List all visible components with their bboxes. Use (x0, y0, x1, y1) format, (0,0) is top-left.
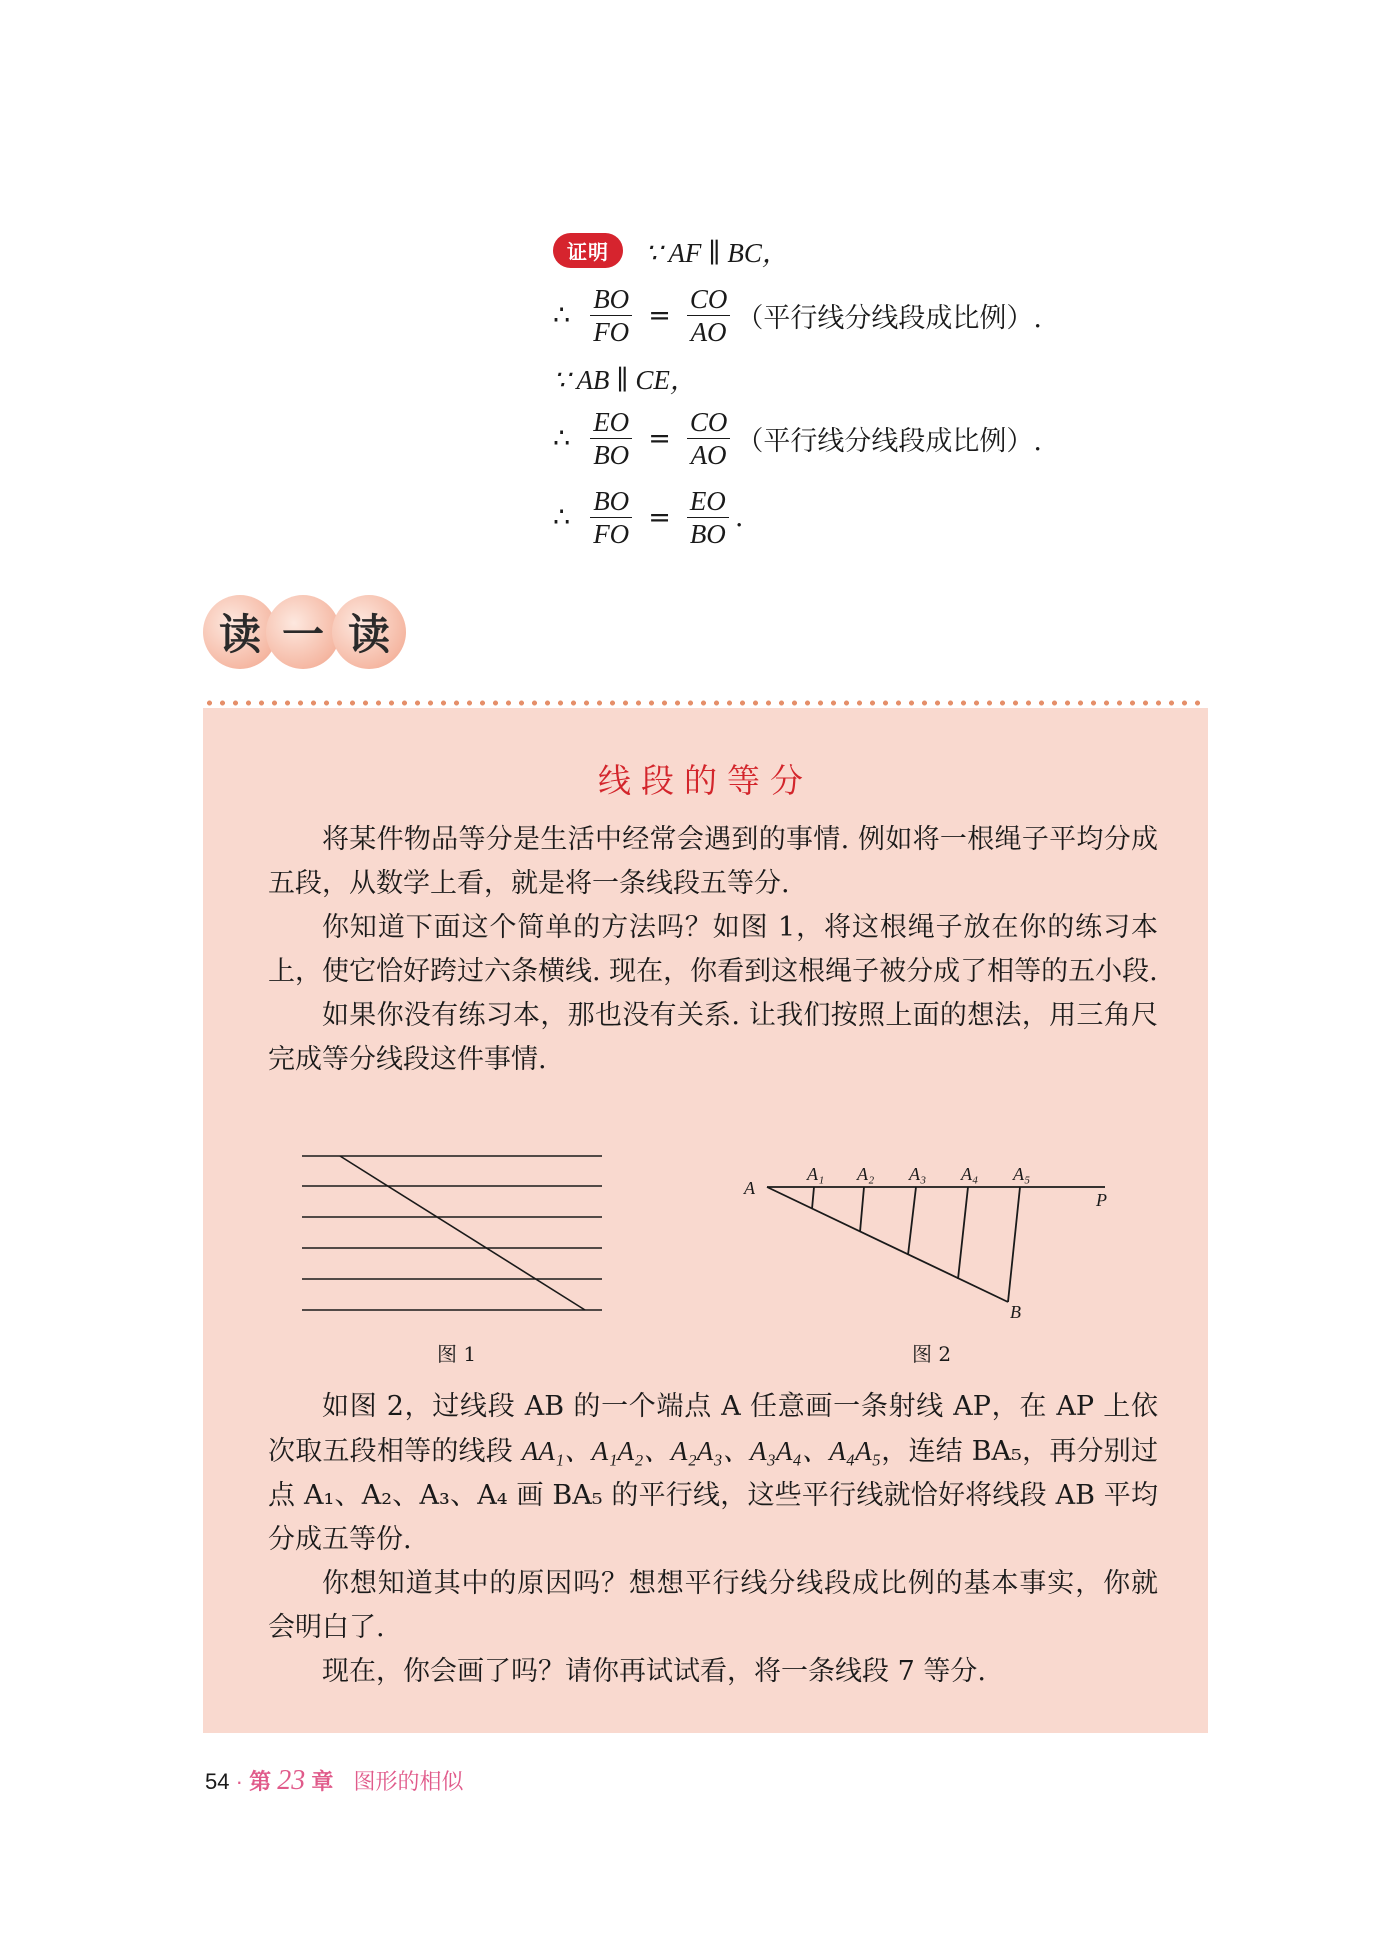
reading-title: 线段的等分 (598, 761, 813, 800)
equals-sign: = (648, 299, 671, 331)
denominator: AO (690, 439, 727, 470)
numerator: BO (590, 284, 632, 316)
chapter-number: 23 (277, 1765, 306, 1796)
fraction (687, 407, 731, 470)
proof-reason: （平行线分线段成比例）. (736, 302, 1042, 334)
equals-sign: = (648, 422, 671, 454)
label-A3: A₃ (909, 1164, 927, 1184)
figure-1 (300, 1150, 610, 1320)
segment-BA5 (1008, 1187, 1020, 1302)
proof-line-1 (553, 220, 789, 280)
denominator: BO (689, 518, 726, 549)
denominator: AO (690, 316, 727, 347)
label-P: P (1096, 1190, 1107, 1210)
proof-line-3 (553, 347, 697, 407)
numerator: EO (687, 486, 729, 518)
paragraph-1: 将某件物品等分是生活中经常会遇到的事情. 例如将一根绳子平均分成五段，从数学上看，就是将一条线段五等分. (268, 824, 1158, 899)
proof-given-2: ∵ AB ∥ CE， (553, 364, 697, 395)
denominator: FO (593, 316, 630, 347)
page-number: 54 (205, 1769, 230, 1794)
chapter-prefix: 第 (249, 1769, 272, 1794)
proof-reason: （平行线分线段成比例）. (736, 425, 1042, 457)
paragraph-5: 你想知道其中的原因吗？想想平行线分线段成比例的基本事实，你就会明白了. (268, 1568, 1158, 1643)
fraction (590, 407, 632, 470)
proof-badge: 证明 (553, 233, 623, 268)
parallel-line-A1 (812, 1187, 814, 1209)
paragraph-4-part-2: ，连结 BA₅，再分别过点 A₁、A₂、A₃、A₄ 画 BA₅ 的平行线，这些平行线就恰好将线段 AB 平均分成五等份. (268, 1436, 1158, 1555)
label-A5: A₅ (1013, 1164, 1031, 1184)
section-title-char-3: 读 (332, 595, 406, 669)
footer-dot: · (235, 1769, 243, 1794)
reading-paragraphs-bottom (268, 1385, 1158, 1694)
proof-end: . (734, 501, 744, 533)
numerator: BO (590, 486, 632, 518)
figure-2-caption: 图 2 (912, 1342, 952, 1366)
segment-AB (767, 1187, 1008, 1302)
therefore-symbol: ∴ (553, 422, 571, 454)
rope-line (340, 1156, 585, 1310)
chapter-title: 图形的相似 (353, 1769, 464, 1794)
therefore-symbol: ∴ (553, 299, 571, 331)
dotted-divider (203, 700, 1208, 706)
reading-paragraphs-top (268, 818, 1158, 1082)
fraction (687, 284, 731, 347)
proof-line-5 (553, 487, 743, 547)
therefore-symbol: ∴ (553, 501, 571, 533)
proof-line-4 (553, 408, 1042, 468)
label-A4: A₄ (961, 1164, 979, 1184)
paragraph-4 (268, 1385, 1158, 1562)
label-B: B (1010, 1302, 1021, 1320)
parallel-line-A2 (860, 1187, 864, 1232)
parallel-line-A3 (908, 1187, 916, 1255)
paragraph-2: 你知道下面这个简单的方法吗？如图 1，将这根绳子放在你的练习本上，使它恰好跨过六条横线. 现在，你看到这根绳子被分成了相等的五小段. (268, 912, 1158, 987)
chapter-suffix: 章 (311, 1769, 334, 1794)
numerator: CO (687, 284, 731, 316)
paragraph-4-part-1: 如图 2，过线段 AB 的一个端点 A 任意画一条射线 AP，在 AP 上依次取五段相等的线段 (268, 1391, 1158, 1467)
segment-list: AA₁、A₁A₂、A₂A₃、A₃A₄、A₄A₅ (521, 1436, 882, 1466)
denominator: FO (593, 518, 630, 549)
proof-line-2 (553, 285, 1042, 345)
numerator: EO (590, 407, 632, 439)
denominator: BO (593, 439, 630, 470)
proof-given-1: ∵ AF ∥ BC， (645, 237, 789, 268)
page-footer (205, 1765, 463, 1797)
paragraph-3: 如果你没有练习本，那也没有关系. 让我们按照上面的想法，用三角尺完成等分线段这件事情. (268, 1000, 1158, 1075)
figure-1-caption: 图 1 (437, 1342, 477, 1366)
parallel-line-A4 (958, 1187, 968, 1279)
label-A2: A₂ (857, 1164, 875, 1184)
figure-2 (740, 1160, 1120, 1320)
fraction (590, 284, 632, 347)
fraction (687, 486, 729, 549)
label-A1: A₁ (807, 1164, 825, 1184)
paragraph-6: 现在，你会画了吗？请你再试试看，将一条线段 7 等分. (322, 1656, 986, 1687)
section-title-char-2: 一 (266, 595, 340, 669)
equals-sign: = (648, 501, 671, 533)
numerator: CO (687, 407, 731, 439)
fraction (590, 486, 632, 549)
section-title-char-1: 读 (203, 595, 277, 669)
label-A: A (744, 1178, 755, 1198)
